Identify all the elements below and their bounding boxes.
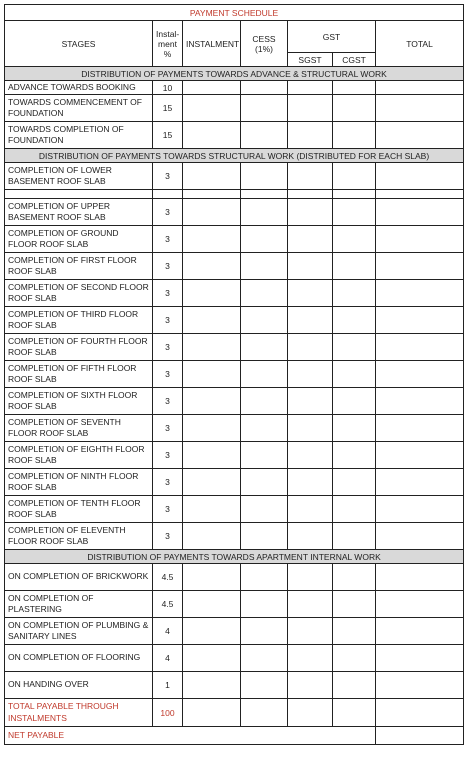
- col-header-total: TOTAL: [376, 21, 464, 67]
- cess-cell: [241, 280, 288, 307]
- instalment-cell: [183, 122, 241, 149]
- instalment-cell: [183, 334, 241, 361]
- sgst-cell: [288, 564, 333, 591]
- stage-cell: COMPLETION OF THIRD FLOOR ROOF SLAB: [5, 307, 153, 334]
- stage-cell: TOWARDS COMMENCEMENT OF FOUNDATION: [5, 95, 153, 122]
- cgst-cell: [333, 307, 376, 334]
- total-cell: [376, 469, 464, 496]
- instalment-pct-cell: 1: [153, 672, 183, 699]
- total-cell: [376, 564, 464, 591]
- sgst-cell: [288, 591, 333, 618]
- stage-cell: ON COMPLETION OF BRICKWORK: [5, 564, 153, 591]
- stage-cell: COMPLETION OF GROUND FLOOR ROOF SLAB: [5, 226, 153, 253]
- cess-cell: [241, 496, 288, 523]
- cess-cell: [241, 415, 288, 442]
- instalment-cell: [183, 199, 241, 226]
- total-cell: [376, 199, 464, 226]
- sgst-cell: [288, 122, 333, 149]
- table-row: [5, 163, 464, 190]
- cess-cell: [241, 645, 288, 672]
- cgst-cell: [333, 699, 376, 727]
- instalment-pct-cell: 3: [153, 469, 183, 496]
- stage-cell: COMPLETION OF LOWER BASEMENT ROOF SLAB: [5, 163, 153, 190]
- cgst-cell: [333, 442, 376, 469]
- cgst-cell: [333, 253, 376, 280]
- total-cell: [376, 81, 464, 95]
- total-cell: [376, 253, 464, 280]
- gap-cell: [5, 190, 153, 199]
- cgst-cell: [333, 523, 376, 550]
- cgst-cell: [333, 280, 376, 307]
- sgst-cell: [288, 645, 333, 672]
- section-heading-row: [5, 149, 464, 163]
- cgst-cell: [333, 469, 376, 496]
- page-title: PAYMENT SCHEDULE: [5, 5, 464, 21]
- net-payable-label: NET PAYABLE: [5, 727, 376, 745]
- cess-cell: [241, 163, 288, 190]
- cess-cell: [241, 618, 288, 645]
- instalment-cell: [183, 591, 241, 618]
- instalment-cell: [183, 307, 241, 334]
- total-cell: [376, 163, 464, 190]
- stage-cell: ON COMPLETION OF PLASTERING: [5, 591, 153, 618]
- sgst-cell: [288, 442, 333, 469]
- stage-cell: COMPLETION OF TENTH FLOOR ROOF SLAB: [5, 496, 153, 523]
- stage-cell: COMPLETION OF SEVENTH FLOOR ROOF SLAB: [5, 415, 153, 442]
- stage-cell: COMPLETION OF NINTH FLOOR ROOF SLAB: [5, 469, 153, 496]
- cgst-cell: [333, 672, 376, 699]
- total-cell: [376, 280, 464, 307]
- sgst-cell: [288, 523, 333, 550]
- total-cell: [376, 122, 464, 149]
- total-cell: [376, 361, 464, 388]
- instalment-pct-cell: 3: [153, 280, 183, 307]
- table-row: [5, 564, 464, 591]
- section-heading: DISTRIBUTION OF PAYMENTS TOWARDS ADVANCE & STRUCTURAL WORK: [5, 67, 464, 81]
- net-payable-row: [5, 727, 464, 745]
- cess-cell: [241, 699, 288, 727]
- table-row: [5, 618, 464, 645]
- cess-cell: [241, 226, 288, 253]
- row-gap: [5, 190, 464, 199]
- total-cell: [376, 591, 464, 618]
- total-cell: [376, 334, 464, 361]
- total-cell: [376, 496, 464, 523]
- table-row: [5, 591, 464, 618]
- cgst-cell: [333, 81, 376, 95]
- stage-cell: ON COMPLETION OF FLOORING: [5, 645, 153, 672]
- sgst-cell: [288, 469, 333, 496]
- instalment-cell: [183, 564, 241, 591]
- instalment-pct-cell: 3: [153, 388, 183, 415]
- stage-cell: COMPLETION OF FOURTH FLOOR ROOF SLAB: [5, 334, 153, 361]
- cgst-cell: [333, 388, 376, 415]
- table-row: [5, 523, 464, 550]
- instalment-pct-cell: 4: [153, 645, 183, 672]
- instalment-pct-cell: 3: [153, 415, 183, 442]
- gap-cell: [376, 190, 464, 199]
- instalment-cell: [183, 361, 241, 388]
- instalment-pct-cell: 4.5: [153, 591, 183, 618]
- gap-cell: [288, 190, 333, 199]
- stage-cell: COMPLETION OF FIFTH FLOOR ROOF SLAB: [5, 361, 153, 388]
- stage-cell: COMPLETION OF EIGHTH FLOOR ROOF SLAB: [5, 442, 153, 469]
- sgst-cell: [288, 163, 333, 190]
- col-header-instalment-pct: Instal-ment %: [153, 21, 183, 67]
- sgst-cell: [288, 388, 333, 415]
- cess-cell: [241, 81, 288, 95]
- section-heading-row: [5, 550, 464, 564]
- payment-schedule-sheet: [4, 4, 464, 745]
- stage-cell: COMPLETION OF SECOND FLOOR ROOF SLAB: [5, 280, 153, 307]
- sgst-cell: [288, 307, 333, 334]
- gap-cell: [241, 190, 288, 199]
- sgst-cell: [288, 699, 333, 727]
- instalment-cell: [183, 469, 241, 496]
- payment-schedule-table: [4, 4, 464, 745]
- table-row: [5, 122, 464, 149]
- instalment-cell: [183, 81, 241, 95]
- col-header-cgst: CGST: [333, 53, 376, 67]
- instalment-pct-cell: 3: [153, 361, 183, 388]
- table-row: [5, 253, 464, 280]
- table-row: [5, 442, 464, 469]
- cess-cell: [241, 307, 288, 334]
- table-row: [5, 95, 464, 122]
- sgst-cell: [288, 95, 333, 122]
- instalment-cell: [183, 226, 241, 253]
- table-row: [5, 645, 464, 672]
- cess-cell: [241, 253, 288, 280]
- sgst-cell: [288, 334, 333, 361]
- stage-cell: COMPLETION OF SIXTH FLOOR ROOF SLAB: [5, 388, 153, 415]
- cgst-cell: [333, 618, 376, 645]
- cgst-cell: [333, 163, 376, 190]
- stage-cell: ADVANCE TOWARDS BOOKING: [5, 81, 153, 95]
- instalment-cell: [183, 442, 241, 469]
- table-row: [5, 388, 464, 415]
- instalment-pct-cell: 3: [153, 226, 183, 253]
- cgst-cell: [333, 226, 376, 253]
- table-row: [5, 469, 464, 496]
- sgst-cell: [288, 496, 333, 523]
- sgst-cell: [288, 618, 333, 645]
- instalment-cell: [183, 388, 241, 415]
- cess-cell: [241, 199, 288, 226]
- table-row: [5, 307, 464, 334]
- stage-cell: COMPLETION OF FIRST FLOOR ROOF SLAB: [5, 253, 153, 280]
- sgst-cell: [288, 415, 333, 442]
- col-header-instalment: INSTALMENT: [183, 21, 241, 67]
- instalment-pct-cell: 15: [153, 95, 183, 122]
- total-cell: [376, 618, 464, 645]
- col-header-gst: GST: [288, 21, 376, 53]
- sgst-cell: [288, 199, 333, 226]
- table-row: [5, 334, 464, 361]
- instalment-cell: [183, 523, 241, 550]
- cess-cell: [241, 361, 288, 388]
- total-cell: [376, 415, 464, 442]
- instalment-cell: [183, 280, 241, 307]
- col-header-stages: STAGES: [5, 21, 153, 67]
- section-heading-row: [5, 67, 464, 81]
- instalment-pct-cell: 3: [153, 442, 183, 469]
- total-cell: [376, 95, 464, 122]
- cess-cell: [241, 591, 288, 618]
- total-cell: [376, 645, 464, 672]
- table-row: [5, 280, 464, 307]
- table-row: [5, 496, 464, 523]
- cess-cell: [241, 564, 288, 591]
- stage-cell: COMPLETION OF ELEVENTH FLOOR ROOF SLAB: [5, 523, 153, 550]
- table-row: [5, 226, 464, 253]
- total-cell: [376, 523, 464, 550]
- cess-cell: [241, 95, 288, 122]
- instalment-pct-cell: 3: [153, 307, 183, 334]
- cess-cell: [241, 672, 288, 699]
- section-heading: DISTRIBUTION OF PAYMENTS TOWARDS APARTMENT INTERNAL WORK: [5, 550, 464, 564]
- instalment-pct-cell: 15: [153, 122, 183, 149]
- sgst-cell: [288, 253, 333, 280]
- sgst-cell: [288, 361, 333, 388]
- table-row: [5, 199, 464, 226]
- instalment-pct-cell: 3: [153, 523, 183, 550]
- table-row: [5, 672, 464, 699]
- instalment-pct-cell: 3: [153, 199, 183, 226]
- instalment-pct-cell: 4.5: [153, 564, 183, 591]
- total-row: [5, 699, 464, 727]
- total-cell: [376, 699, 464, 727]
- sgst-cell: [288, 672, 333, 699]
- cgst-cell: [333, 415, 376, 442]
- section-heading: DISTRIBUTION OF PAYMENTS TOWARDS STRUCTURAL WORK (DISTRIBUTED FOR EACH SLAB): [5, 149, 464, 163]
- cess-cell: [241, 523, 288, 550]
- cgst-cell: [333, 645, 376, 672]
- col-header-cess: CESS (1%): [241, 21, 288, 67]
- gap-cell: [153, 190, 183, 199]
- instalment-cell: [183, 415, 241, 442]
- cgst-cell: [333, 591, 376, 618]
- table-row: [5, 361, 464, 388]
- instalment-cell: [183, 618, 241, 645]
- instalment-pct-cell: 3: [153, 253, 183, 280]
- total-cell: [376, 307, 464, 334]
- stage-cell: ON HANDING OVER: [5, 672, 153, 699]
- cess-cell: [241, 469, 288, 496]
- instalment-pct-cell: 3: [153, 163, 183, 190]
- cess-cell: [241, 122, 288, 149]
- total-label: TOTAL PAYABLE THROUGH INSTALMENTS: [5, 699, 153, 727]
- cess-cell: [241, 388, 288, 415]
- instalment-cell: [183, 496, 241, 523]
- cgst-cell: [333, 496, 376, 523]
- instalment-cell: [183, 645, 241, 672]
- table-row: [5, 415, 464, 442]
- cess-cell: [241, 334, 288, 361]
- total-cell: [376, 388, 464, 415]
- instalment-pct-cell: 3: [153, 496, 183, 523]
- total-cell: [376, 672, 464, 699]
- sgst-cell: [288, 81, 333, 95]
- instalment-pct-cell: 10: [153, 81, 183, 95]
- gap-cell: [183, 190, 241, 199]
- stage-cell: COMPLETION OF UPPER BASEMENT ROOF SLAB: [5, 199, 153, 226]
- cgst-cell: [333, 361, 376, 388]
- stage-cell: ON COMPLETION OF PLUMBING & SANITARY LINES: [5, 618, 153, 645]
- instalment-cell: [183, 253, 241, 280]
- cgst-cell: [333, 564, 376, 591]
- cgst-cell: [333, 95, 376, 122]
- stage-cell: TOWARDS COMPLETION OF FOUNDATION: [5, 122, 153, 149]
- total-cell: [376, 442, 464, 469]
- instalment-cell: [183, 672, 241, 699]
- table-row: [5, 81, 464, 95]
- cgst-cell: [333, 199, 376, 226]
- gap-cell: [333, 190, 376, 199]
- cgst-cell: [333, 122, 376, 149]
- cess-cell: [241, 442, 288, 469]
- total-pct: 100: [153, 699, 183, 727]
- instalment-cell: [183, 163, 241, 190]
- instalment-cell: [183, 95, 241, 122]
- sgst-cell: [288, 280, 333, 307]
- total-cell: [376, 226, 464, 253]
- instalment-pct-cell: 3: [153, 334, 183, 361]
- instalment-cell: [183, 699, 241, 727]
- col-header-sgst: SGST: [288, 53, 333, 67]
- sgst-cell: [288, 226, 333, 253]
- net-payable-total-cell: [376, 727, 464, 745]
- instalment-pct-cell: 4: [153, 618, 183, 645]
- cgst-cell: [333, 334, 376, 361]
